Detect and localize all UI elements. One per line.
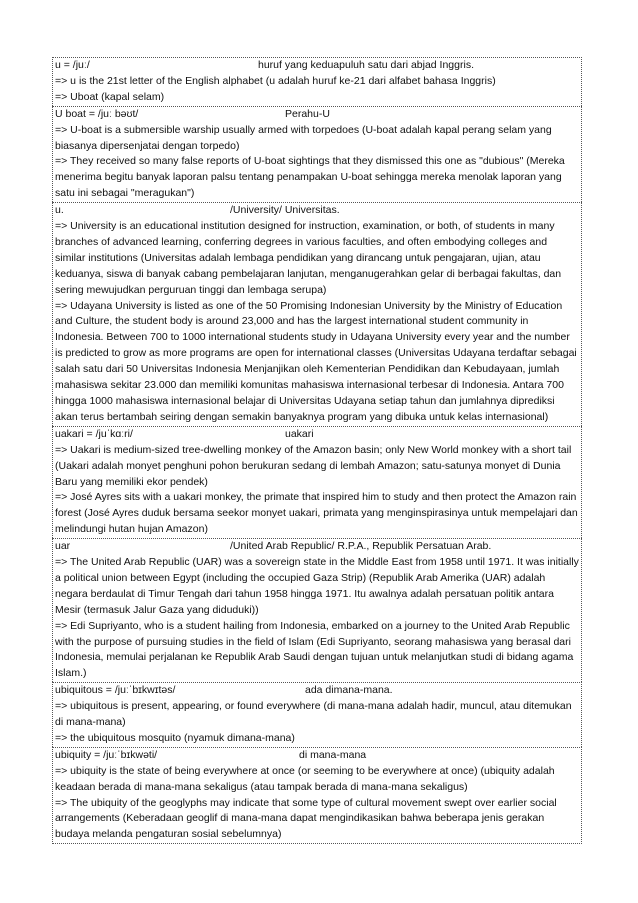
entry-header: [53, 539, 581, 555]
entry-header: [53, 427, 581, 443]
headword: ubiquity = /juːˈbɪkwəti/: [55, 748, 158, 761]
entry-header: [53, 203, 581, 219]
translation: /University/ Universitas.: [230, 204, 340, 217]
example-line: => U-boat is a submersible warship usually armed with torpedoes (U-boat adalah kapal perang selam yang biasanya dipersenjatai dengan torpedo): [55, 123, 552, 152]
entry-uar: [52, 538, 582, 682]
headword: uakari = /juˈkɑːri/: [55, 427, 133, 440]
example-line: => ubiquitous is present, appearing, or found everywhere (di mana-mana adalah hadir, muncul, atau ditemukan di mana-mana): [55, 700, 572, 729]
entry-ubiquity: [52, 747, 582, 844]
translation: huruf yang keduapuluh satu dari abjad Inggris.: [258, 59, 474, 71]
example-line: => the ubiquitous mosquito (nyamuk dimana-mana): [55, 731, 295, 744]
example-line: => u is the 21st letter of the English alphabet (u adalah huruf ke-21 dari alfabet bahasa Inggris): [55, 74, 496, 87]
example-line: => Uakari is medium-sized tree-dwelling monkey of the Amazon basin; only New World monkey with a short tail (Uakari adalah monyet penghuni pohon berukuran sedang di lembah Amazon; satu-satunya monyet di Dunia Baru yang memiliki ekor pendek): [55, 443, 572, 488]
entry-header: [53, 58, 581, 74]
example-line: => The ubiquity of the geoglyphs may indicate that some type of cultural movement swept over earlier social arrangements (Keberadaan geoglif di mana-mana dapat mengindikasikan bahwa beberapa jenis gerakan budaya melanda pengaturan sosial sebelumnya): [55, 796, 557, 841]
headword: U boat = /juː bəʊt/: [55, 107, 139, 120]
translation: ada dimana-mana.: [305, 684, 393, 697]
example-line: => Udayana University is listed as one of the 50 Promising Indonesian University by the Ministry of Education and Culture, the student body is around 23,000 and has the largest international student community in Indonesia. Between 700 to 1000 international students study in Udayana University every year and the number is predicted to grow as more programs are open for international classes (Universitas Udayana terdaftar sebagai salah satu dari 50 Universitas Indonesia Menjanjikan oleh Kementerian Pendidikan dan Kebudayaan, jumlah mahasiswa sekitar 23.000 dan memiliki komunitas mahasiswa internasional terbesar di Indonesia. Antara 700 hingga 1000 mahasiswa internasional belajar di Universitas Udayana setiap tahun dan jumlahnya diprediksi akan terus bertambah seiring dengan semakin banyaknya program yang dibuka untuk kelas internasional): [55, 299, 577, 423]
entry-header: [53, 683, 581, 699]
entry-u-boat: [52, 106, 582, 202]
dictionary-page: [52, 57, 582, 844]
headword: u = /juː/: [55, 59, 90, 71]
example-line: => Edi Supriyanto, who is a student hailing from Indonesia, embarked on a journey to the United Arab Republic with the purpose of pursuing studies in the field of Islam (Edi Supriyanto, seorang mahasiswa yang berasal dari Indonesia, memulai perjalanan ke Republik Arab Saudi dengan tujuan untuk melanjutkan studi di bidang agama Islam.): [55, 619, 574, 680]
example-line: => The United Arab Republic (UAR) was a sovereign state in the Middle East from 1958 until 1971. It was initially a political union between Egypt (including the occupied Gaza Strip) (Republik Arab Amerika (UAR) adalah negara berdaulat di Timur Tengah dari tahun 1958 hingga 1971. Itu awalnya adalah persatuan politik antara Mesir (termasuk Jalur Gaza yang diduduki)): [55, 556, 579, 616]
example-line: => University is an educational institution designed for instruction, examination, or both, of students in many branches of advanced learning, conferring degrees in various faculties, and often embodying colleges and similar institutions (Universitas adalah lembaga pendidikan yang dirancang untuk pengajaran, ujian, atau keduanya, siswa di banyak cabang pembelajaran lanjutan, menganugerahkan gelar di berbagai fakultas, dan sering mewujudkan perguruan tinggi dan lembaga serupa): [55, 220, 562, 296]
entry-header: [53, 748, 581, 764]
translation: di mana-mana: [299, 748, 367, 761]
example-line: => They received so many false reports of U-boat sightings that they dismissed this one as "dubious" (Mereka menerima begitu banyak laporan palsu tentang penampakan U-boat sehingga mereka menolak laporan yang satu ini sebagai "meragukan"): [55, 155, 565, 200]
entry-ubiquitous: [52, 682, 582, 747]
headword: u.: [55, 204, 64, 217]
example-line: => Uboat (kapal selam): [55, 90, 165, 103]
translation: uakari: [285, 427, 314, 440]
headword: ubiquitous = /juːˈbɪkwɪtəs/: [55, 684, 176, 697]
entry-uakari: [52, 426, 582, 538]
example-line: => ubiquity is the state of being everywhere at once (or seeming to be everywhere at once) (ubiquity adalah keadaan berada di mana-mana sekaligus (atau tampak berada di mana-mana sekaligus): [55, 764, 555, 793]
example-line: => José Ayres sits with a uakari monkey, the primate that inspired him to study and then protect the Amazon rain forest (José Ayres duduk bersama seekor monyet uakari, primata yang menginspirasinya untuk mempelajari dan melindungi hutan hujan Amazon): [55, 491, 578, 536]
entry-u: [52, 57, 582, 106]
entry-university: [52, 202, 582, 426]
entry-header: [53, 107, 581, 123]
headword: uar: [55, 540, 71, 553]
translation: /United Arab Republic/ R.P.A., Republik Persatuan Arab.: [230, 540, 492, 553]
translation: Perahu-U: [285, 107, 330, 120]
